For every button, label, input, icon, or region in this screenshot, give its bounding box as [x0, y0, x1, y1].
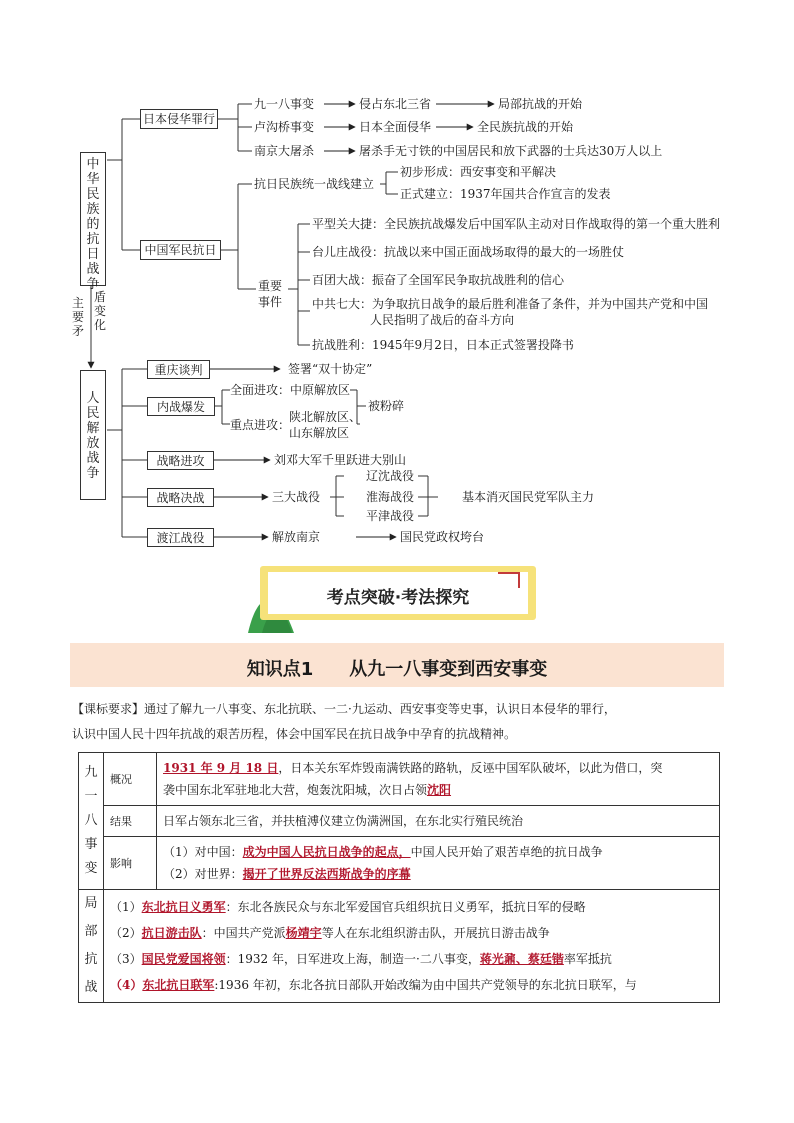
full-offensive: 全面进攻：中原解放区	[230, 383, 351, 397]
step-nanjing-1: 屠杀手无寸铁的中国居民和放下武器的士兵达30万人以上	[359, 144, 663, 158]
label-overview: 概况	[104, 753, 157, 806]
event-victory: 抗战胜利：1945年9月2日，日本正式签署投降书	[312, 338, 574, 352]
banner-accent	[518, 572, 520, 588]
date-918: 1931 年 9 月 18 日	[163, 761, 279, 775]
chongqing-result: 签署“双十协定”	[288, 362, 373, 376]
battle-liaoshen: 辽沈战役	[366, 469, 415, 483]
impact-cell: （1）对中国：成为中国人民抗日战争的起点，中国人民开始了艰苦卓绝的抗日战争 （2）对世界：揭开了世界反法西斯战争的序幕	[157, 837, 720, 890]
key-offensive-1: 陕北解放区、	[289, 410, 362, 424]
crossing-node: 渡江战役	[147, 528, 214, 547]
city-shenyang: 沈阳	[427, 783, 452, 797]
strategic-offensive-result: 刘邓大军千里跃进大别山	[274, 453, 407, 467]
key-offensive-2: 山东解放区	[289, 426, 350, 440]
decisive-result: 基本消灭国民党军队主力	[462, 490, 595, 504]
civil-war-node: 内战爆发	[147, 397, 215, 416]
united-front-formal: 正式建立：1937年国共合作宣言的发表	[400, 187, 611, 201]
strategic-offensive-node: 战略进攻	[147, 451, 214, 470]
local-item-3: （3）国民党爱国将领：1932 年，日军进攻上海，制造一·二八事变，蒋光鼐、蔡廷锴率军抵抗	[110, 952, 612, 966]
knowledge-table	[78, 752, 720, 1003]
local-item-4: （4）东北抗日联军:1936 年初，东北各抗日部队开始改编为由中国共产党领导的东北抗日联军，与	[110, 978, 637, 992]
event-pingxingguan: 平型关大捷：全民族抗战爆发后中国军队主动对日作战取得的第一个重大胜利	[312, 217, 721, 231]
label-result: 结果	[104, 806, 157, 837]
three-battles: 三大战役	[272, 490, 321, 504]
transition-label-a: 主 要 矛	[72, 296, 85, 338]
crossing-step2: 国民党政权垮台	[400, 530, 485, 544]
chongqing-node: 重庆谈判	[147, 360, 210, 379]
step-918-2: 局部抗战的开始	[498, 97, 583, 111]
step-lugouqiao-1: 日本全面侵华	[359, 120, 432, 134]
civil-war-result: 被粉碎	[368, 399, 405, 413]
label-impact: 影响	[104, 837, 157, 890]
step-lugouqiao-2: 全民族抗战的开始	[477, 120, 574, 134]
root-liberation-war: 人 民 解 放 战 争	[80, 370, 106, 500]
row-head-local-resistance: 局 部 抗 战	[79, 890, 104, 1003]
transition-label-b: 盾 变 化	[94, 290, 107, 332]
battle-huaihai: 淮海战役	[366, 490, 415, 504]
root-anti-japan-war: 中 华 民 族 的 抗 日 战 争	[80, 152, 106, 286]
event-lugouqiao: 卢沟桥事变	[254, 120, 315, 134]
row-head-918: 九 一 八 事 变	[79, 753, 104, 890]
event-seventh-congress: 中共七大：为争取抗日战争的最后胜利准备了条件，并为中国共产党和中国 人民指明了战后的奋斗方向	[312, 297, 709, 327]
battle-pingjin: 平津战役	[366, 509, 415, 523]
event-taierzhuang: 台儿庄战役：抗战以来中国正面战场取得的最大的一场胜仗	[312, 245, 625, 259]
banner-title: 考点突破·考法探究	[326, 588, 470, 608]
local-item-2: （2）抗日游击队：中国共产党派杨靖宇等人在东北组织游击队，开展抗日游击战争	[110, 926, 550, 940]
united-front: 抗日民族统一战线建立	[254, 177, 375, 191]
impact-world-key: 揭开了世界反法西斯战争的序幕	[242, 867, 411, 881]
important-events-label: 重要 事件	[258, 279, 283, 309]
overview-cell: 1931 年 9 月 18 日，日本关东军炸毁南满铁路的路轨，反诬中国军队破坏，以此为借口，突 袭中国东北军驻地北大营，炮轰沈阳城，次日占领沈阳	[157, 753, 720, 806]
event-nanjing: 南京大屠杀	[254, 144, 315, 158]
event-baituan: 百团大战：振奋了全国军民争取抗战胜利的信心	[312, 273, 565, 287]
section-banner	[260, 566, 536, 620]
knowledge-title: 知识点1 从九一八事变到西安事变	[246, 659, 548, 680]
course-requirement: 【课标要求】通过了解九一八事变、东北抗联、一二·九运动、西安事变等史事，认识日本侵华的罪行， 认识中国人民十四年抗战的艰苦历程，体会中国军民在抗日战争中孕育的抗战精神。	[72, 702, 616, 741]
step-918-1: 侵占东北三省	[359, 97, 432, 111]
impact-china-key: 成为中国人民抗日战争的起点，	[242, 845, 411, 859]
crossing-step1: 解放南京	[272, 530, 321, 544]
result-cell: 日军占领东北三省，并扶植溥仪建立伪满洲国，在东北实行殖民统治	[157, 806, 720, 837]
local-item-1: （1）东北抗日义勇军：东北各族民众与东北军爱国官兵组织抗日义勇军，抵抗日军的侵略	[110, 900, 586, 914]
key-offensive-prefix: 重点进攻：	[230, 418, 291, 432]
resistance-node: 中国军民抗日	[140, 240, 221, 260]
event-918: 九一八事变	[254, 97, 315, 111]
requirement-tag: 【课标要求】	[72, 702, 145, 716]
crimes-node: 日本侵华罪行	[140, 109, 218, 129]
united-front-initial: 初步形成：西安事变和平解决	[400, 165, 557, 179]
local-resistance-cell	[104, 890, 720, 1003]
decisive-node: 战略决战	[147, 488, 214, 507]
